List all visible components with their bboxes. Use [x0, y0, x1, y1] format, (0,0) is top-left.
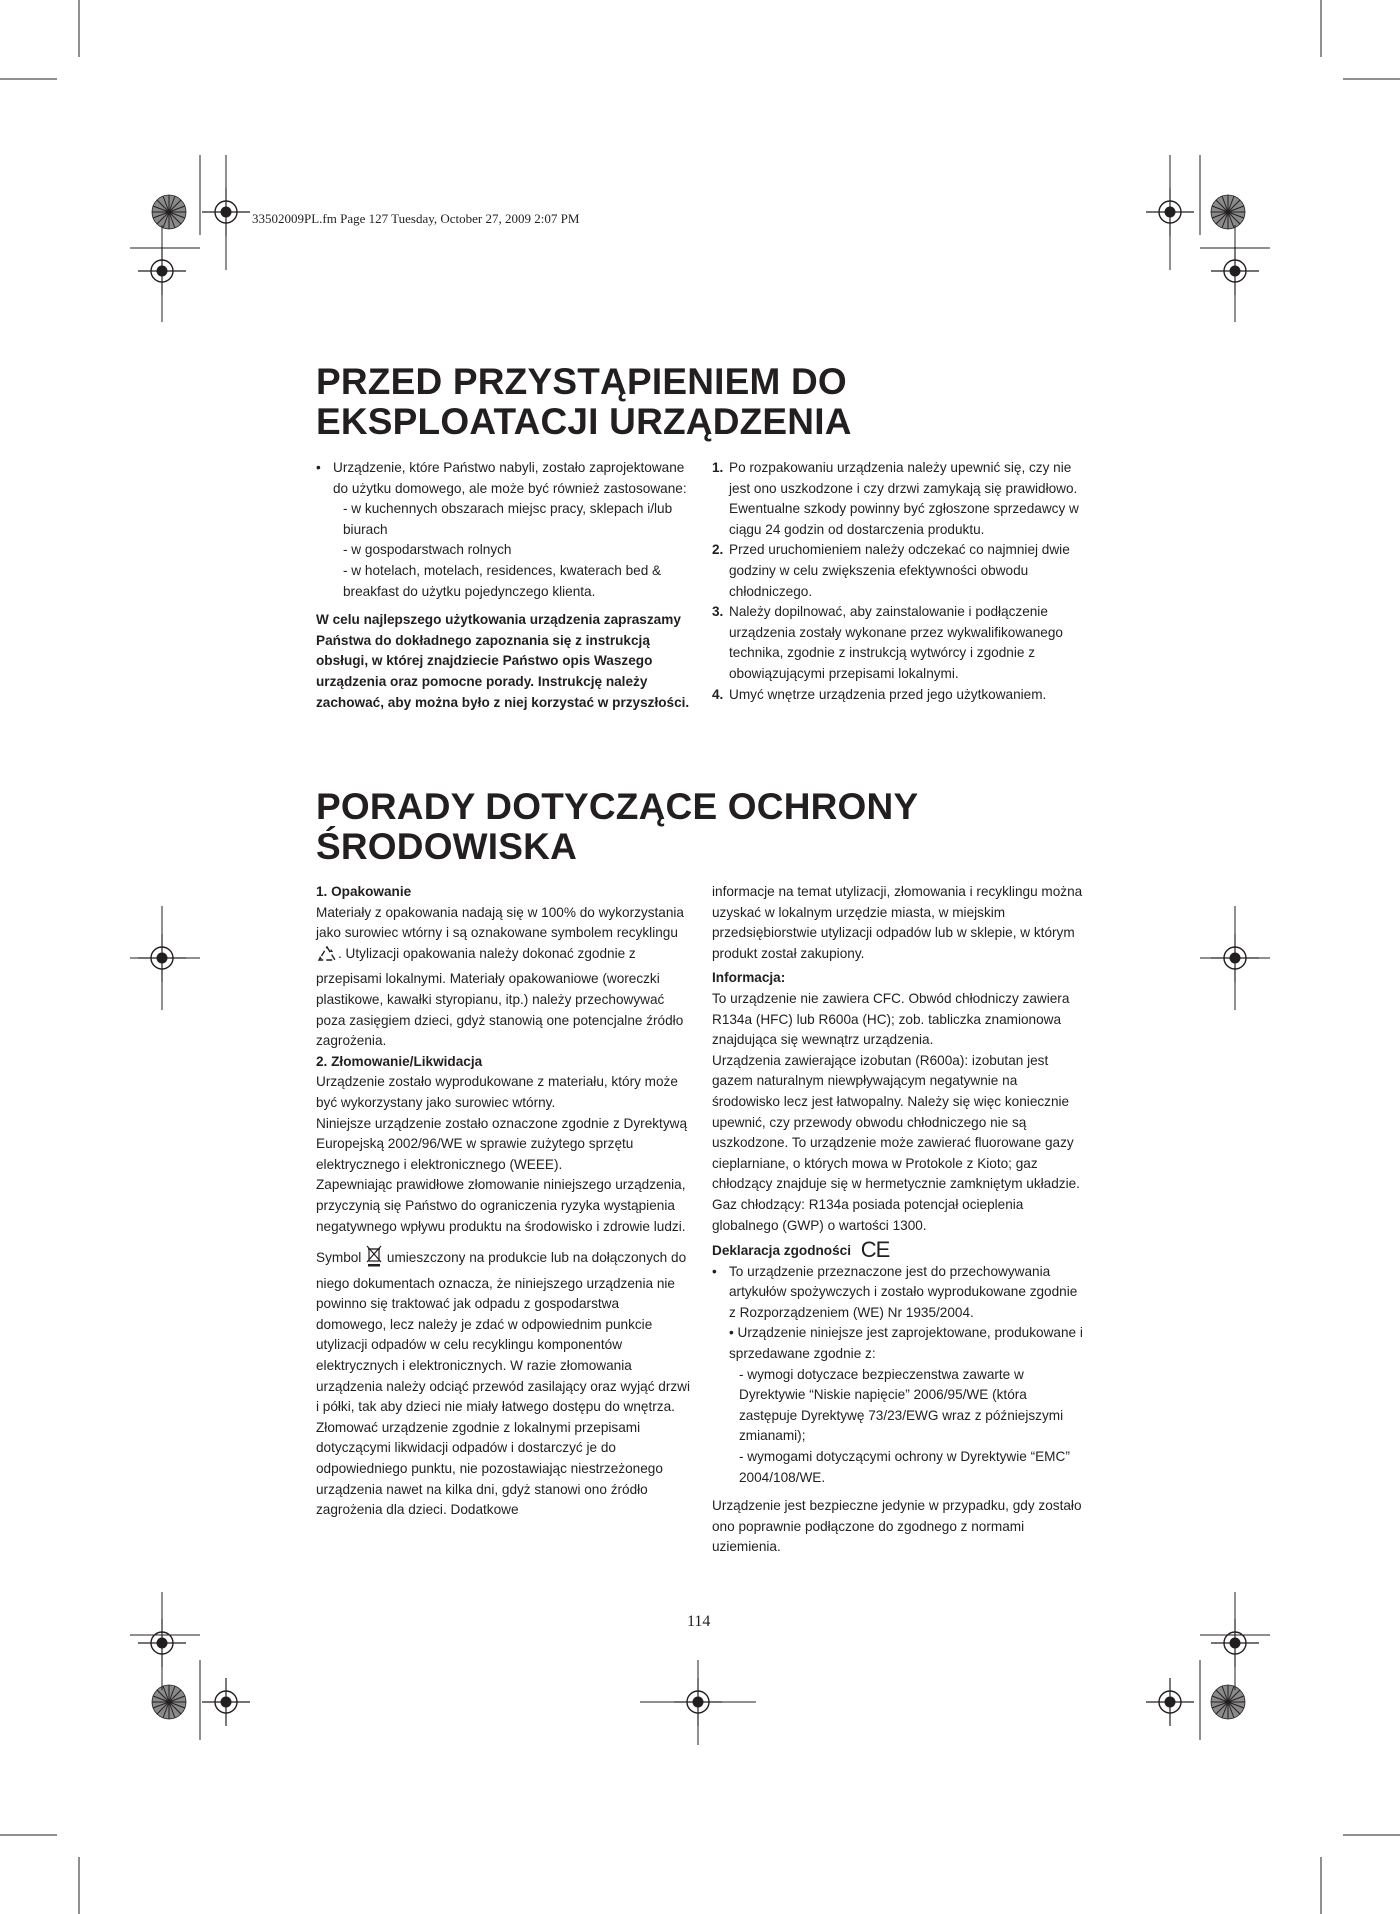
recycle-icon: [316, 945, 338, 970]
title-line: PORADY DOTYCZĄCE OCHRONY: [316, 786, 919, 827]
list-item: [316, 458, 692, 499]
dash-item-text: - w kuchennych obszarach miejsc pracy, sklepach i/lub biurach: [343, 501, 673, 537]
bullet-text: To urządzenie przeznaczone jest do przechowywania artykułów spożywczych i zostało wyprodukowane zgodnie z Rozporządzeniem (WE) Nr 1935/2004.: [729, 1263, 1078, 1320]
scrapping-paragraph-2: Niniejsze urządzenie zostało oznaczone zgodnie z Dyrektywą Europejską 2002/96/WE w sprawie zużytego sprzętu elektrycznego i elektronicznego (WEEE).: [316, 1115, 688, 1172]
item-text: Należy dopilnować, aby zainstalowanie i podłączenie urządzenia zostały wykonane przez wykwalifikowanego technika, zgodnie z instrukcją wytwórcy i zgodnie z obowiązującymi przepisami lokalnymi.: [729, 604, 1063, 681]
file-slug-line: 33502009PL.fm Page 127 Tuesday, October 27, 2009 2:07 PM: [252, 211, 580, 226]
list-item: [316, 540, 692, 561]
dash-item-text: - wymogami dotyczącymi ochrony w Dyrektywie “EMC” 2004/108/WE.: [739, 1449, 1070, 1485]
item-text: Po rozpakowaniu urządzenia należy upewnić się, czy nie jest ono uszkodzone i czy drzwi zamykają się prawidłowo.: [729, 460, 1078, 496]
title-line: PRZED PRZYSTĄPIENIEM DO: [316, 361, 847, 402]
information-paragraph-2: Urządzenia zawierające izobutan (R600a): izobutan jest gazem naturalnym niewpływającym negatywnie na środowisko lecz jest łatwopalny. Należy się więc koniecznie upewnić, czy przewody obwodu chłodniczego nie są uszkodzone. To urządzenie może zawierać fluorowane gazy cieplarniane, o których mowa w Protokole z Kioto; gaz chłodzący znajduje się w hermetycznie zamkniętym układzie.: [712, 1052, 1080, 1192]
scrapping-paragraph-1: Urządzenie zostało wyprodukowane z materiału, który może być wykorzystany jako surowiec wtórny.: [316, 1074, 678, 1110]
numbered-item-2: [712, 540, 1087, 602]
dash-item-text: - wymogi dotyczace bezpieczenstwa zawarte w Dyrektywie “Niskie napięcie” 2006/95/WE (która zastępuje Dyrektywę 73/23/EWG wraz z późniejszymi zmianami);: [739, 1366, 1064, 1444]
bullet-mark: •: [316, 460, 321, 475]
packaging-paragraph: [316, 903, 692, 1052]
symbol-paragraph: [316, 1245, 692, 1521]
information-heading: Informacja:: [712, 970, 786, 986]
item-number: 2.: [712, 542, 724, 558]
symbol-text-a: Symbol: [316, 1250, 362, 1266]
numbered-item-1-continued: [712, 499, 1087, 540]
packaging-text-b: . Utylizacji opakowania należy dokonać zgodnie z przepisami lokalnymi. Materiały opakowaniowe (woreczki plastikowe, kawałki styropianu, itp.) należy przechowywać poza zasięgiem dzieci, gdyż stanowią one potencjalne źródło zagrożenia.: [316, 945, 684, 1049]
numbered-item-4: [712, 685, 1087, 706]
numbered-item-1: [712, 458, 1087, 499]
sub-bullet-text: • Urządzenie niniejsze jest zaprojektowane, produkowane i sprzedawane zgodnie z:: [729, 1325, 1083, 1362]
item-number: 3.: [712, 604, 724, 620]
list-item: [712, 1447, 1087, 1488]
scrapping-heading: 2. Złomowanie/Likwidacja: [316, 1053, 483, 1069]
item-number: 4.: [712, 686, 724, 702]
numbered-item-3: [712, 602, 1087, 684]
list-item: [712, 1365, 1087, 1447]
information-paragraph-1: To urządzenie nie zawiera CFC. Obwód chłodniczy zawiera R134a (HFC) lub R600a (HC); zob. tabliczka znamionowa znajdująca się wewnątrz urządzenia.: [712, 990, 1070, 1048]
ce-mark: CE: [860, 1237, 890, 1263]
list-item: [316, 499, 692, 540]
information-paragraph-3: Gaz chłodzący: R134a posiada potencjał ocieplenia globalnego (GWP) o wartości 1300.: [712, 1196, 1024, 1233]
before-use-left-column: [316, 458, 692, 713]
section-title-before-use: [316, 362, 852, 442]
bullet-mark: •: [712, 1263, 717, 1279]
page-number: 114: [687, 1613, 711, 1630]
grounding-paragraph: Urządzenie jest bezpieczne jedynie w przypadku, gdy zostało ono poprawnie podłączone do zgodnego z normami uziemienia.: [712, 1498, 1082, 1555]
list-item: [316, 561, 692, 602]
title-line: ŚRODOWISKA: [316, 826, 577, 867]
list-item: [712, 1262, 1087, 1324]
item-number: 1.: [712, 460, 724, 475]
bullet-text: Urządzenie, które Państwo nabyli, zostało zaprojektowane do użytku domowego, ale może być również zastosowane:: [333, 460, 687, 496]
packaging-text-a: Materiały z opakowania nadają się w 100% do wykorzystania jako surowiec wtórny i są oznakowane symbolem recyklingu: [316, 904, 684, 941]
dash-item-text: - w gospodarstwach rolnych: [343, 542, 512, 558]
scrapping-paragraph-3: Zapewniając prawidłowe złomowanie niniejszego urządzenia, przyczynią się Państwo do ograniczenia ryzyka wystąpienia negatywnego wpływu produktu na środowisko i zdrowie ludzi.: [316, 1177, 686, 1234]
list-item: [712, 1323, 1087, 1364]
section-title-environment: [316, 787, 918, 867]
item-text: Ewentualne szkody powinny być zgłoszone sprzedawcy w ciągu 24 godzin od dostarczenia produktu.: [729, 501, 1079, 537]
before-use-right-column: [712, 458, 1087, 705]
dash-item-text: - w hotelach, motelach, residences, kwaterach bed & breakfast do użytku pojedynczego klienta.: [343, 562, 662, 599]
crossed-bin-icon: [365, 1245, 383, 1274]
intro-bold-paragraph: W celu najlepszego użytkowania urządzenia zapraszamy Państwa do dokładnego zapoznania się z instrukcją obsługi, w której znajdziecie Państwo opis Waszego urządzenia oraz pomocne porady. Instrukcję należy zachować, aby można było z niej korzystać w przyszłości.: [316, 612, 690, 710]
disposal-continuation: informacje na temat utylizacji, złomowania i recyklingu można uzyskać w lokalnym urzędzie miasta, w miejskim przedsiębiorstwie utylizacji odpadów lub w sklepie, w którym produkt został zakupiony.: [712, 884, 1083, 961]
environment-right-column: [712, 882, 1087, 1558]
environment-left-column: [316, 882, 692, 1521]
conformity-heading-row: [712, 1237, 1087, 1263]
conformity-heading: Deklaracja zgodności: [712, 1243, 852, 1259]
packaging-heading: 1. Opakowanie: [316, 884, 412, 899]
item-text: Umyć wnętrze urządzenia przed jego użytkowaniem.: [729, 686, 1047, 702]
symbol-text-b: umieszczony na produkcie lub na dołączonych do niego dokumentach oznacza, że niniejszego urządzenia nie powinno się traktować jak odpadu z gospodarstwa domowego, lecz należy je zdać w odpowiednim punkcie utylizacji odpadów w celu recyklingu komponentów elektrycznych i elektronicznych. W razie złomowania urządzenia należy odciąć przewód zasilający oraz wyjąć drzwi i półki, tak aby dzieci nie miały łatwego dostępu do wnętrza. Złomować urządzenie zgodnie z lokalnymi przepisami dotyczącymi likwidacji odpadów i dostarczyć je do odpowiedniego punktu, nie pozostawiając niestrzeżonego urządzenia nawet na kilka dni, gdyż stanowi ono źródło zagrożenia dla dzieci. Dodatkowe: [316, 1250, 690, 1518]
item-text: Przed uruchomieniem należy odczekać co najmniej dwie godziny w celu zwiększenia efektywności obwodu chłodniczego.: [729, 542, 1070, 599]
title-line: EKSPLOATACJI URZĄDZENIA: [316, 401, 852, 442]
